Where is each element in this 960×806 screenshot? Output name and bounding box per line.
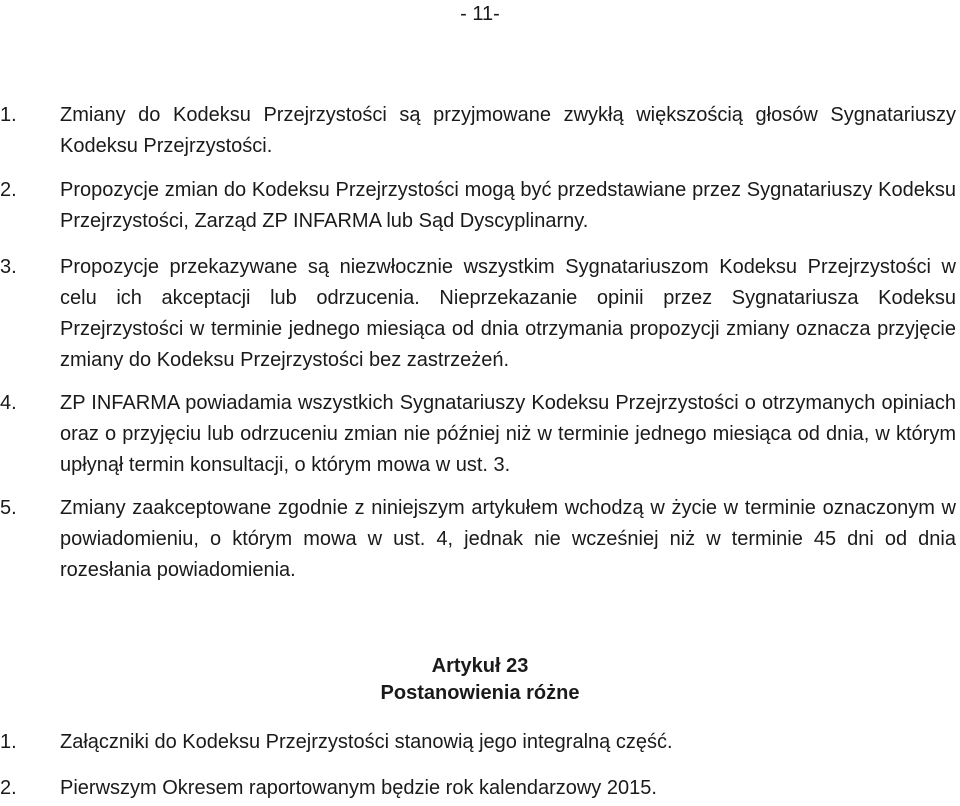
provision-number: 1. — [0, 731, 17, 753]
paragraph-number: 2. — [0, 179, 17, 201]
paragraph-5 — [0, 493, 956, 586]
provision-1 — [0, 727, 956, 758]
paragraph-number: 4. — [0, 392, 17, 414]
page-number: - 11- — [460, 3, 500, 25]
paragraph-2 — [0, 175, 956, 237]
provision-2 — [0, 773, 956, 804]
provision-text: Pierwszym Okresem raportowanym będzie rok kalendarzowy 2015. — [60, 777, 657, 799]
paragraph-3 — [0, 252, 956, 376]
paragraph-number: 5. — [0, 497, 17, 519]
paragraph-text: Zmiany zaakceptowane zgodnie z niniejszym artykułem wchodzą w życie w terminie oznaczonym w powiadomieniu, o którym mowa w ust. 4, jednak nie wcześniej niż w terminie 45 dni od dnia rozesłania powiadomienia. — [60, 497, 956, 581]
paragraph-number: 3. — [0, 256, 17, 278]
article-subtitle: Postanowienia różne — [380, 682, 580, 704]
paragraph-text: Zmiany do Kodeksu Przejrzystości są przyjmowane zwykłą większością głosów Sygnatariuszy Kodeksu Przejrzystości. — [60, 104, 956, 157]
provision-text: Załączniki do Kodeksu Przejrzystości stanowią jego integralną część. — [60, 731, 673, 753]
paragraph-1 — [0, 100, 956, 162]
paragraph-text: ZP INFARMA powiadamia wszystkich Sygnatariuszy Kodeksu Przejrzystości o otrzymanych opiniach oraz o przyjęciu lub odrzuceniu zmian nie później niż w terminie jednego miesiąca od dnia, w którym upłynął termin konsultacji, o którym mowa w ust. 3. — [60, 392, 956, 476]
paragraph-number: 1. — [0, 104, 17, 126]
paragraph-text: Propozycje zmian do Kodeksu Przejrzystości mogą być przedstawiane przez Sygnatariuszy Kodeksu Przejrzystości, Zarząd ZP INFARMA lub Sąd Dyscyplinarny. — [60, 179, 956, 232]
provision-number: 2. — [0, 777, 17, 799]
paragraph-4 — [0, 388, 956, 481]
paragraph-text: Propozycje przekazywane są niezwłocznie wszystkim Sygnatariuszom Kodeksu Przejrzystości w celu ich akceptacji lub odrzucenia. Nieprzekazanie opinii przez Sygnatariusza Kodeksu Przejrzystości w terminie jednego miesiąca od dnia otrzymania propozycji zmiany oznacza przyjęcie zmiany do Kodeksu Przejrzystości bez zastrzeżeń. — [60, 256, 956, 371]
article-title: Artykuł 23 — [431, 655, 529, 677]
